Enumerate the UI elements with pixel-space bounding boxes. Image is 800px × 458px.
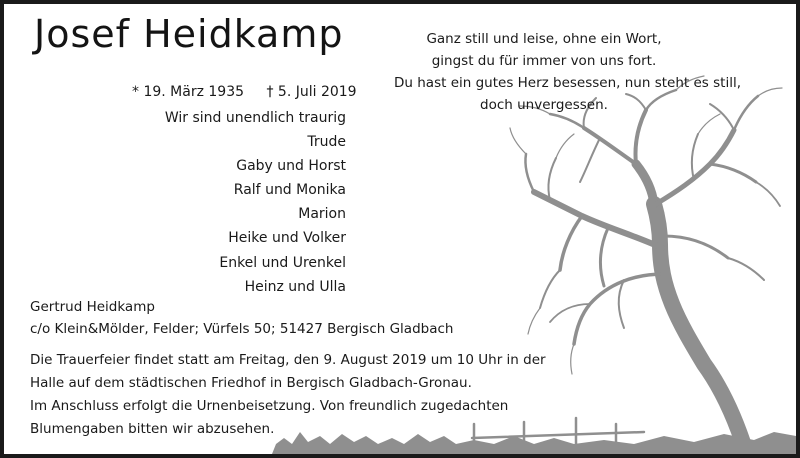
- announcement-line: Im Anschluss erfolgt die Urnenbeisetzung. Von freundlich zugedachten: [30, 398, 509, 414]
- mourner-entry: Enkel und Urenkel: [219, 254, 346, 271]
- mourning-line: Wir sind unendlich traurig: [164, 110, 346, 126]
- announcement-line: Die Trauerfeier findet statt am Freitag, den 9. August 2019 um 10 Uhr in der: [30, 352, 546, 368]
- mourner-entry: Gaby und Horst: [236, 158, 346, 175]
- mourner-list: [165, 106, 346, 299]
- mourner-entry: Heinz und Ulla: [244, 278, 346, 295]
- contact-address: [30, 296, 453, 340]
- address-line: c/o Klein&Mölder, Felder; Vürfels 50; 51427 Bergisch Gladbach: [30, 321, 454, 337]
- mourner-entry: Marion: [298, 206, 346, 223]
- poem-line: Du hast ein gutes Herz besessen, nun steht es still,: [394, 75, 741, 91]
- poem-line: Ganz still und leise, ohne ein Wort,: [426, 31, 662, 47]
- deceased-name: Josef Heidkamp: [34, 12, 344, 56]
- address-line: Gertrud Heidkamp: [30, 299, 155, 315]
- death-date: † 5. Juli 2019: [266, 84, 357, 100]
- announcement-line: Blumengaben bitten wir abzusehen.: [30, 421, 275, 437]
- mourner-entry: Trude: [307, 134, 346, 151]
- life-dates: [132, 84, 357, 100]
- poem-line: doch unvergessen.: [480, 97, 608, 113]
- birth-date: * 19. März 1935: [132, 84, 245, 100]
- mourner-entry: Ralf und Monika: [233, 182, 346, 199]
- poem-line: gingst du für immer von uns fort.: [431, 53, 657, 69]
- memorial-poem: [394, 28, 741, 116]
- funeral-announcement: [30, 349, 546, 441]
- mourner-entry: Heike und Volker: [228, 230, 346, 247]
- announcement-line: Halle auf dem städtischen Friedhof in Bergisch Gladbach-Gronau.: [30, 375, 472, 391]
